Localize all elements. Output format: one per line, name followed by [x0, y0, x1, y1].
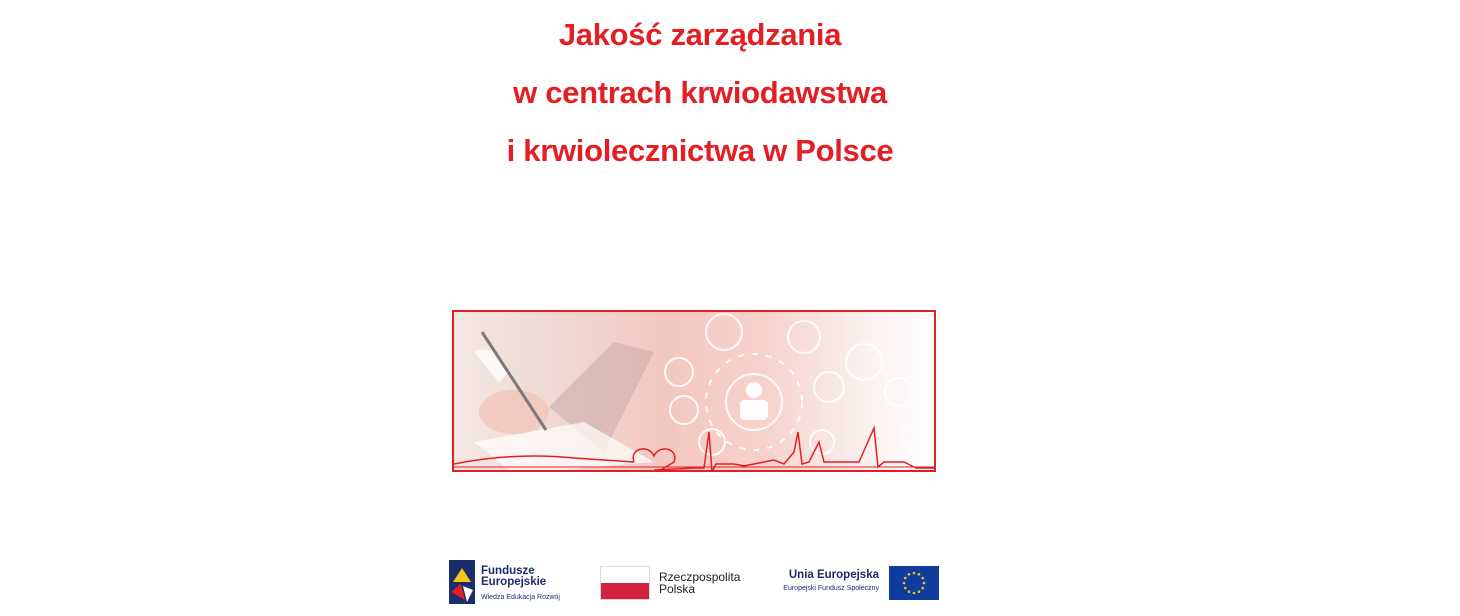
unia-line1: Unia Europejska: [788, 569, 879, 581]
unia-europejska-text: [740, 569, 879, 592]
eu-flag-icon: [889, 566, 939, 600]
poland-flag-icon: [600, 566, 650, 600]
title-line-1: Jakość zarządzania: [558, 17, 842, 52]
person-icon: [740, 382, 768, 420]
stethoscope-icon: [706, 314, 742, 350]
fundusze-line1: Fundusze: [481, 565, 535, 577]
medical-illustration: [454, 312, 936, 472]
rzeczpospolita-line2: Polska: [659, 582, 696, 596]
document-title: [0, 6, 1400, 180]
funding-logos: [0, 560, 1460, 610]
cover-illustration: [452, 310, 936, 472]
dollar-icon: [902, 423, 930, 451]
title-line-2: w centrach krwiodawstwa: [513, 75, 887, 110]
fundusze-line2: Europejskie: [481, 576, 547, 588]
fundusze-line3: Wiedza Edukacja Rozwój: [481, 594, 560, 601]
rzeczpospolita-text: [659, 571, 740, 595]
rzeczpospolita-line1: Rzeczpospolita: [659, 570, 741, 584]
fundusze-europejskie-text: [481, 566, 560, 603]
unia-line2: Europejski Fundusz Społeczny: [783, 585, 879, 592]
title-line-3: i krwiolecznictwa w Polsce: [506, 133, 894, 168]
fundusze-europejskie-logo: [449, 560, 475, 604]
